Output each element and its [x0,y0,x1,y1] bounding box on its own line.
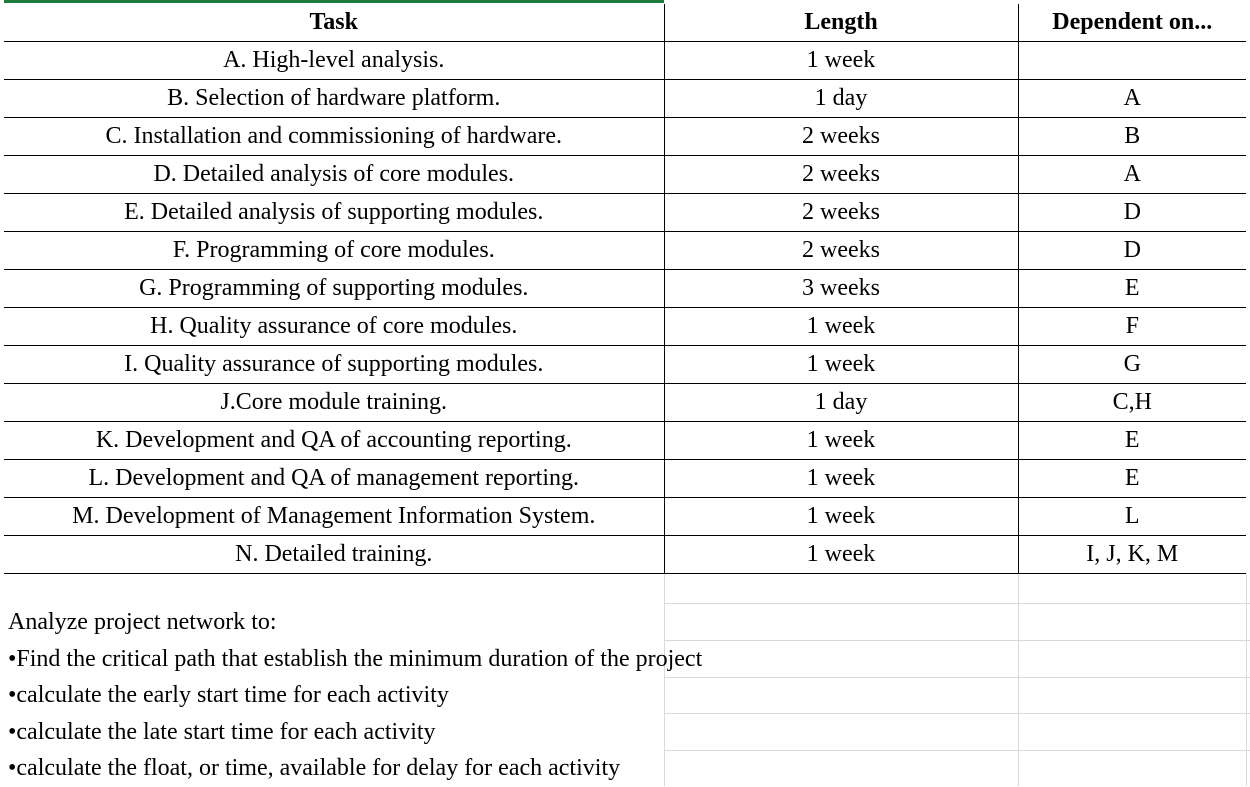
table-row [4,536,1246,574]
gridline [1246,574,1247,786]
dependent-cell[interactable]: D [1018,194,1246,232]
length-cell[interactable]: 1 day [664,384,1018,422]
length-cell[interactable]: 1 week [664,422,1018,460]
task-cell[interactable]: H. Quality assurance of core modules. [4,308,664,346]
instruction-item[interactable]: •calculate the float, or time, available for delay for each activity [8,755,621,781]
table-row [4,80,1246,118]
dependent-cell[interactable]: L [1018,498,1246,536]
length-cell[interactable]: 2 weeks [664,194,1018,232]
task-cell[interactable]: J.Core module training. [4,384,664,422]
table-row [4,42,1246,80]
dependent-cell[interactable]: I, J, K, M [1018,536,1246,574]
table-row [4,156,1246,194]
table-row [4,460,1246,498]
table-row [4,194,1246,232]
instructions [8,604,702,787]
dependent-cell[interactable]: B [1018,118,1246,156]
length-cell[interactable]: 3 weeks [664,270,1018,308]
gridline [664,603,1250,604]
table-row [4,498,1246,536]
dependent-cell[interactable]: A [1018,80,1246,118]
task-cell[interactable]: L. Development and QA of management reporting. [4,460,664,498]
header-row [4,4,1246,42]
table-row [4,346,1246,384]
dependent-cell[interactable]: G [1018,346,1246,384]
table-row [4,308,1246,346]
task-cell[interactable]: I. Quality assurance of supporting modules. [4,346,664,384]
task-cell[interactable]: A. High-level analysis. [4,42,664,80]
gridline [664,677,1250,678]
length-cell[interactable]: 1 day [664,80,1018,118]
header-length[interactable]: Length [664,4,1018,42]
instruction-item[interactable]: •Find the critical path that establish the minimum duration of the project [8,645,703,672]
task-cell[interactable]: D. Detailed analysis of core modules. [4,156,664,194]
length-cell[interactable]: 2 weeks [664,232,1018,270]
dependent-cell[interactable]: D [1018,232,1246,270]
length-cell[interactable]: 2 weeks [664,156,1018,194]
instruction-item[interactable]: •calculate the early start time for each activity [8,682,449,708]
task-cell[interactable]: K. Development and QA of accounting reporting. [4,422,664,460]
task-cell[interactable]: N. Detailed training. [4,536,664,574]
gridline [664,640,1250,641]
table-row [4,422,1246,460]
instruction-item[interactable]: •calculate the late start time for each activity [8,718,436,745]
length-cell[interactable]: 2 weeks [664,118,1018,156]
dependent-cell[interactable]: E [1018,270,1246,308]
task-cell[interactable]: E. Detailed analysis of supporting modules. [4,194,664,232]
dependent-cell[interactable]: E [1018,460,1246,498]
task-cell[interactable]: F. Programming of core modules. [4,232,664,270]
length-cell[interactable]: 1 week [664,536,1018,574]
instructions-intro[interactable]: Analyze project network to: [8,609,277,635]
gridline [664,713,1250,714]
task-cell[interactable]: B. Selection of hardware platform. [4,80,664,118]
table-row [4,384,1246,422]
table-row [4,118,1246,156]
gridline [1018,574,1019,786]
task-table [4,4,1246,574]
selected-cell-indicator [4,0,664,3]
dependent-cell[interactable]: A [1018,156,1246,194]
dependent-cell[interactable] [1018,42,1246,80]
length-cell[interactable]: 1 week [664,346,1018,384]
length-cell[interactable]: 1 week [664,42,1018,80]
length-cell[interactable]: 1 week [664,460,1018,498]
task-cell[interactable]: M. Development of Management Information System. [4,498,664,536]
length-cell[interactable]: 1 week [664,308,1018,346]
length-cell[interactable]: 1 week [664,498,1018,536]
header-dependent[interactable]: Dependent on... [1018,4,1246,42]
dependent-cell[interactable]: F [1018,308,1246,346]
task-cell[interactable]: C. Installation and commissioning of hardware. [4,118,664,156]
header-task[interactable]: Task [4,4,664,42]
gridline [664,750,1250,751]
task-cell[interactable]: G. Programming of supporting modules. [4,270,664,308]
table-row [4,270,1246,308]
dependent-cell[interactable]: E [1018,422,1246,460]
table-row [4,232,1246,270]
dependent-cell[interactable]: C,H [1018,384,1246,422]
